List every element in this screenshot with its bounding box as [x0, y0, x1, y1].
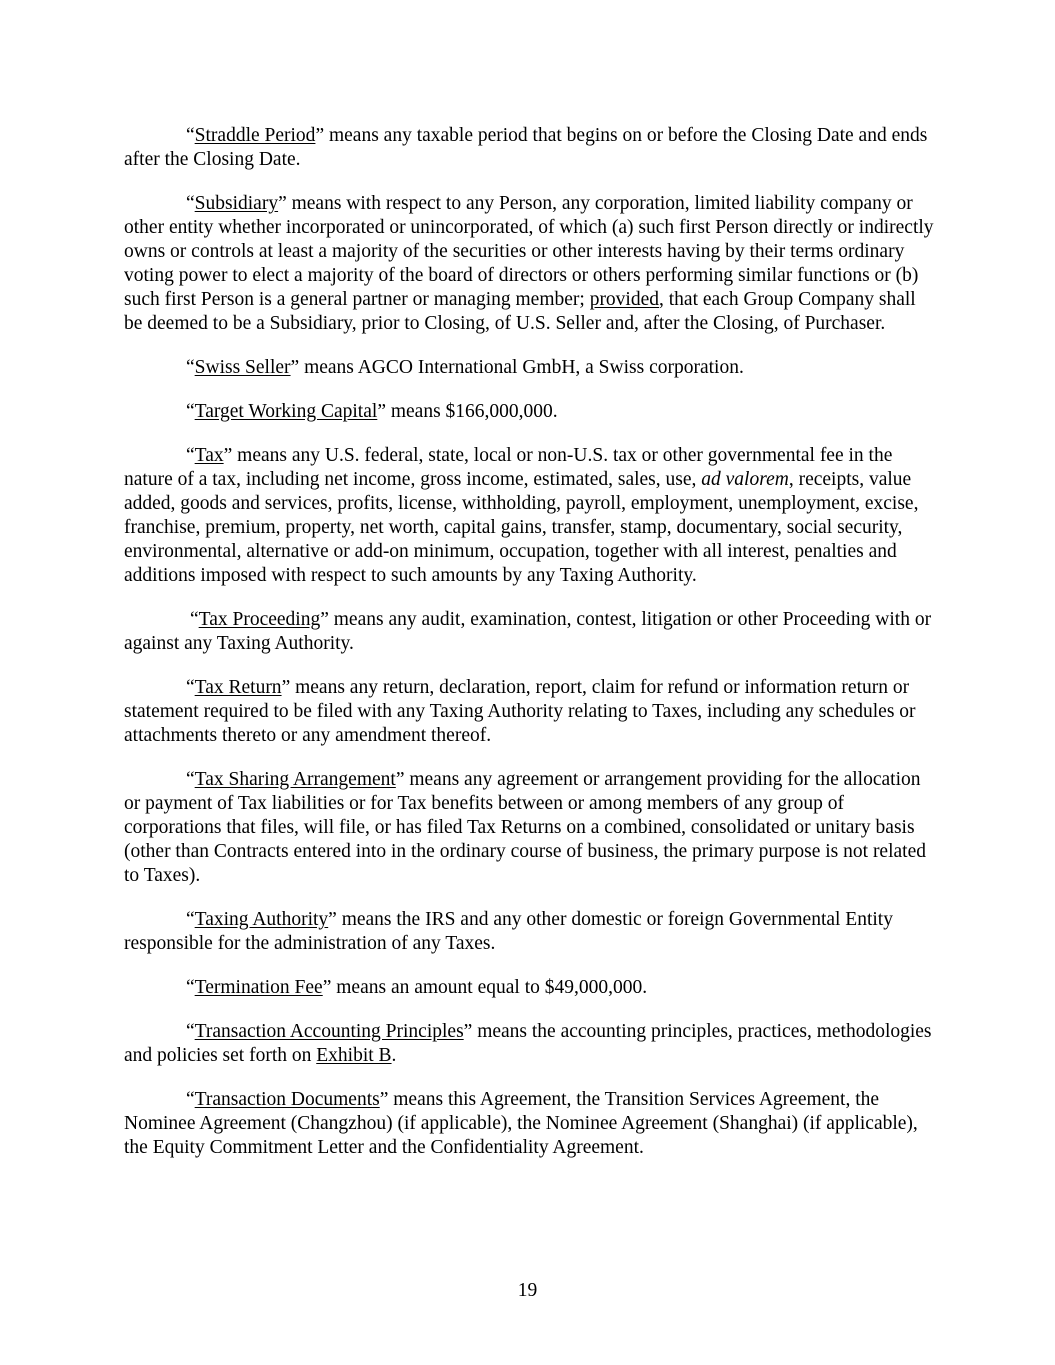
exhibit-reference: Exhibit B — [316, 1045, 392, 1066]
defined-term: Transaction Accounting Principles — [194, 1021, 464, 1042]
defined-term: Subsidiary — [194, 193, 279, 214]
page-number: 19 — [517, 1280, 538, 1301]
defined-term: Tax — [194, 445, 224, 466]
definition-straddle-period: “Straddle Period” means any taxable period that begins on or before the Closing Date and ends after the Closing Date. — [124, 125, 928, 170]
definition-tax-proceeding: “Tax Proceeding” means any audit, examination, contest, litigation or other Proceeding with or against any Taxing Authority. — [124, 609, 932, 654]
defined-term: Straddle Period — [194, 125, 316, 146]
defined-term: Swiss Seller — [194, 357, 291, 378]
definition-tax-return: “Tax Return” means any return, declaration, report, claim for refund or information return or statement required to be filed with any Taxing Authority relating to Taxes, including any schedules or attachments thereto or any amendment thereof. — [124, 677, 916, 746]
defined-term: Transaction Documents — [194, 1089, 380, 1110]
defined-term: Target Working Capital — [194, 401, 378, 422]
defined-term: Tax Proceeding — [198, 609, 321, 630]
defined-term: Termination Fee — [194, 977, 323, 998]
defined-term: Tax Sharing Arrangement — [194, 769, 396, 790]
definition-swiss-seller: “Swiss Seller” means AGCO International GmbH, a Swiss corporation. — [186, 357, 744, 378]
definition-transaction-accounting-principles: “Transaction Accounting Principles” means the accounting principles, practices, methodologies and policies set forth on Exhibit B. — [124, 1021, 932, 1066]
document-page — [124, 124, 934, 1180]
definition-subsidiary: “Subsidiary” means with respect to any Person, any corporation, limited liability company or other entity whether incorporated or unincorporated, of which (a) such first Person directly or indirectly owns or controls at least a majority of the securities or other interests having by their terms ordinary voting power to elect a majority of the board of directors or others performing similar functions or (b) such first Person is a general partner or managing member; provided, that each Group Company shall be deemed to be a Subsidiary, prior to Closing, of U.S. Seller and, after the Closing, of Purchaser. — [124, 193, 934, 334]
definition-termination-fee: “Termination Fee” means an amount equal to $49,000,000. — [186, 977, 648, 998]
definition-tax: “Tax” means any U.S. federal, state, local or non-U.S. tax or other governmental fee in the nature of a tax, including net income, gross income, estimated, sales, use, ad valorem, receipts, value added, goods and services, profits, license, withholding, payroll, employment, unemployment, excise, franchise, premium, property, net worth, capital gains, transfer, stamp, documentary, social security, environmental, alternative or add-on minimum, occupation, together with all interest, penalties and additions imposed with respect to such amounts by any Taxing Authority. — [124, 445, 919, 586]
definition-target-working-capital: “Target Working Capital” means $166,000,000. — [186, 401, 558, 422]
definition-transaction-documents: “Transaction Documents” means this Agreement, the Transition Services Agreement, the Nominee Agreement (Changzhou) (if applicable), the Nominee Agreement (Shanghai) (if applicable), the Equity Commitment Letter and the Confidentiality Agreement. — [124, 1089, 918, 1158]
underlined-proviso: provided — [589, 289, 660, 310]
definition-taxing-authority: “Taxing Authority” means the IRS and any other domestic or foreign Governmental Entity responsible for the administration of any Taxes. — [124, 909, 893, 954]
italic-phrase: ad valorem — [701, 469, 789, 490]
defined-term: Taxing Authority — [194, 909, 329, 930]
defined-term: Tax Return — [194, 677, 282, 698]
definition-tax-sharing-arrangement: “Tax Sharing Arrangement” means any agreement or arrangement providing for the allocation or payment of Tax liabilities or for Tax benefits between or among members of any group of corporations that files, will file, or has filed Tax Returns on a combined, consolidated or unitary basis (other than Contracts entered into in the ordinary course of business, the primary purpose is not related to Taxes). — [124, 769, 926, 886]
